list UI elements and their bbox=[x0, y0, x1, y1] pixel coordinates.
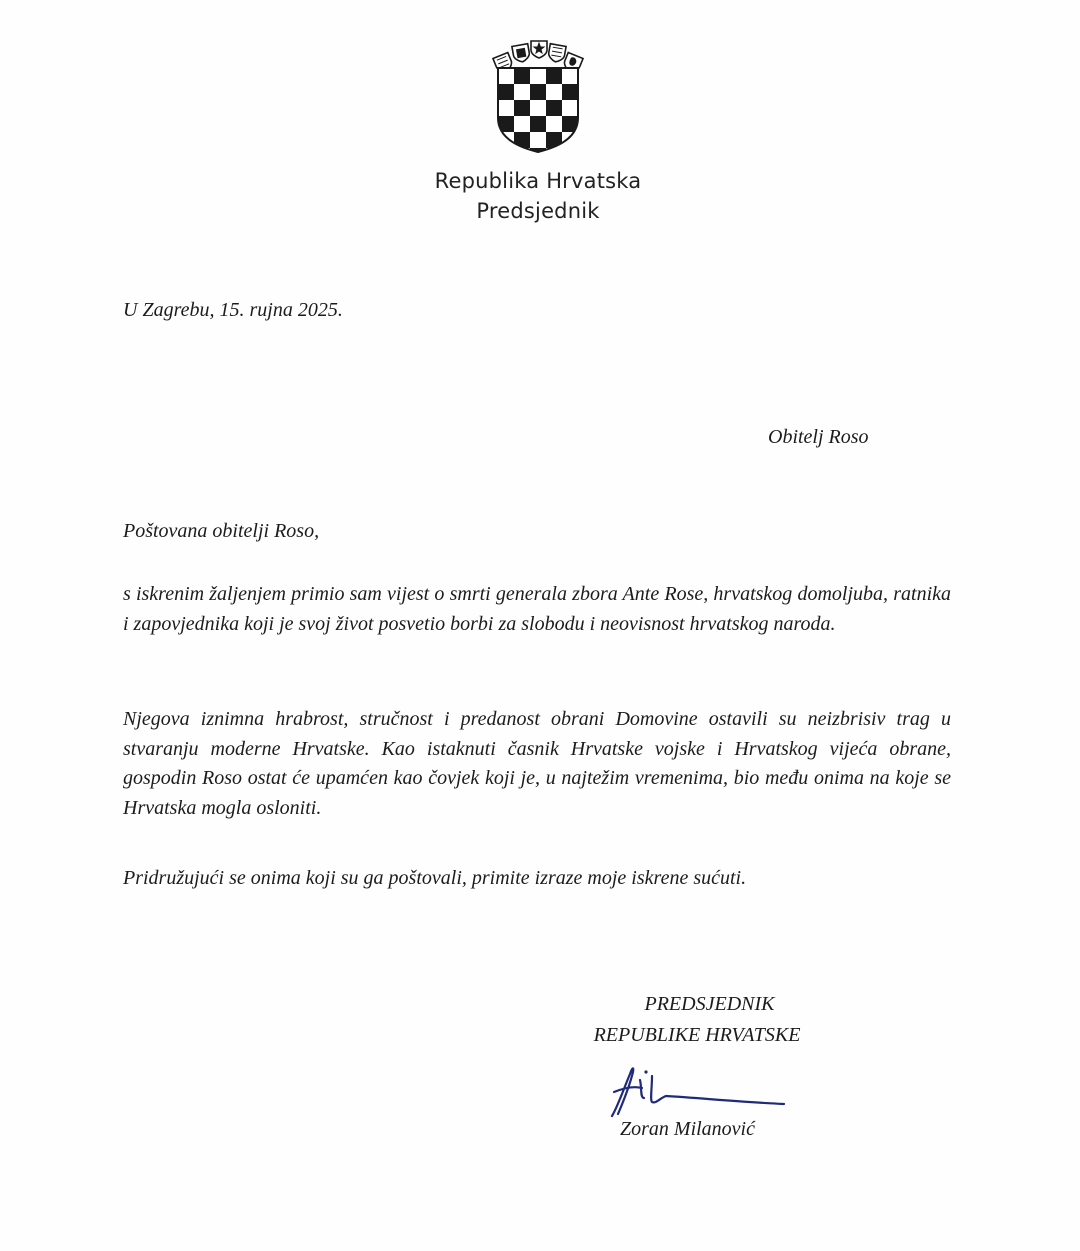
croatian-coat-of-arms-icon bbox=[491, 34, 585, 154]
signature-title-line2: REPUBLIKE HRVATSKE bbox=[593, 1024, 801, 1046]
date-line: U Zagrebu, 15. rujna 2025. bbox=[123, 299, 343, 321]
letterhead-line2: Predsjednik bbox=[476, 199, 600, 223]
signature-title-line1: PREDSJEDNIK bbox=[644, 993, 775, 1015]
body-paragraph-2: Njegova iznimna hrabrost, stručnost i predanost obrani Domovine ostavili su neizbrisiv trag u stvaranju moderne Hrvatske. Kao istaknuti časnik Hrvatske vojske i Hrvatskog vijeća obrane, gospodin Roso ostat će upamćen kao čovjek koji je, u najtežim vremenima, bio među onima na koje se Hrvatska mogla osloniti. bbox=[123, 708, 951, 819]
letterhead-line1: Republika Hrvatska bbox=[434, 169, 642, 193]
body-paragraph-3: Pridružujući se onima koji su ga poštovali, primite izraze moje iskrene sućuti. bbox=[123, 867, 747, 889]
signer-name: Zoran Milanović bbox=[620, 1118, 755, 1140]
salutation: Poštovana obitelji Roso, bbox=[123, 520, 320, 542]
recipient: Obitelj Roso bbox=[768, 426, 869, 448]
body-paragraph-1: s iskrenim žaljenjem primio sam vijest o smrti generala zbora Ante Rose, hrvatskog domoljuba, ratnika i zapovjednika koji je svoj život posvetio borbi za slobodu i neovisnost hrvatskog naroda. bbox=[123, 583, 951, 635]
